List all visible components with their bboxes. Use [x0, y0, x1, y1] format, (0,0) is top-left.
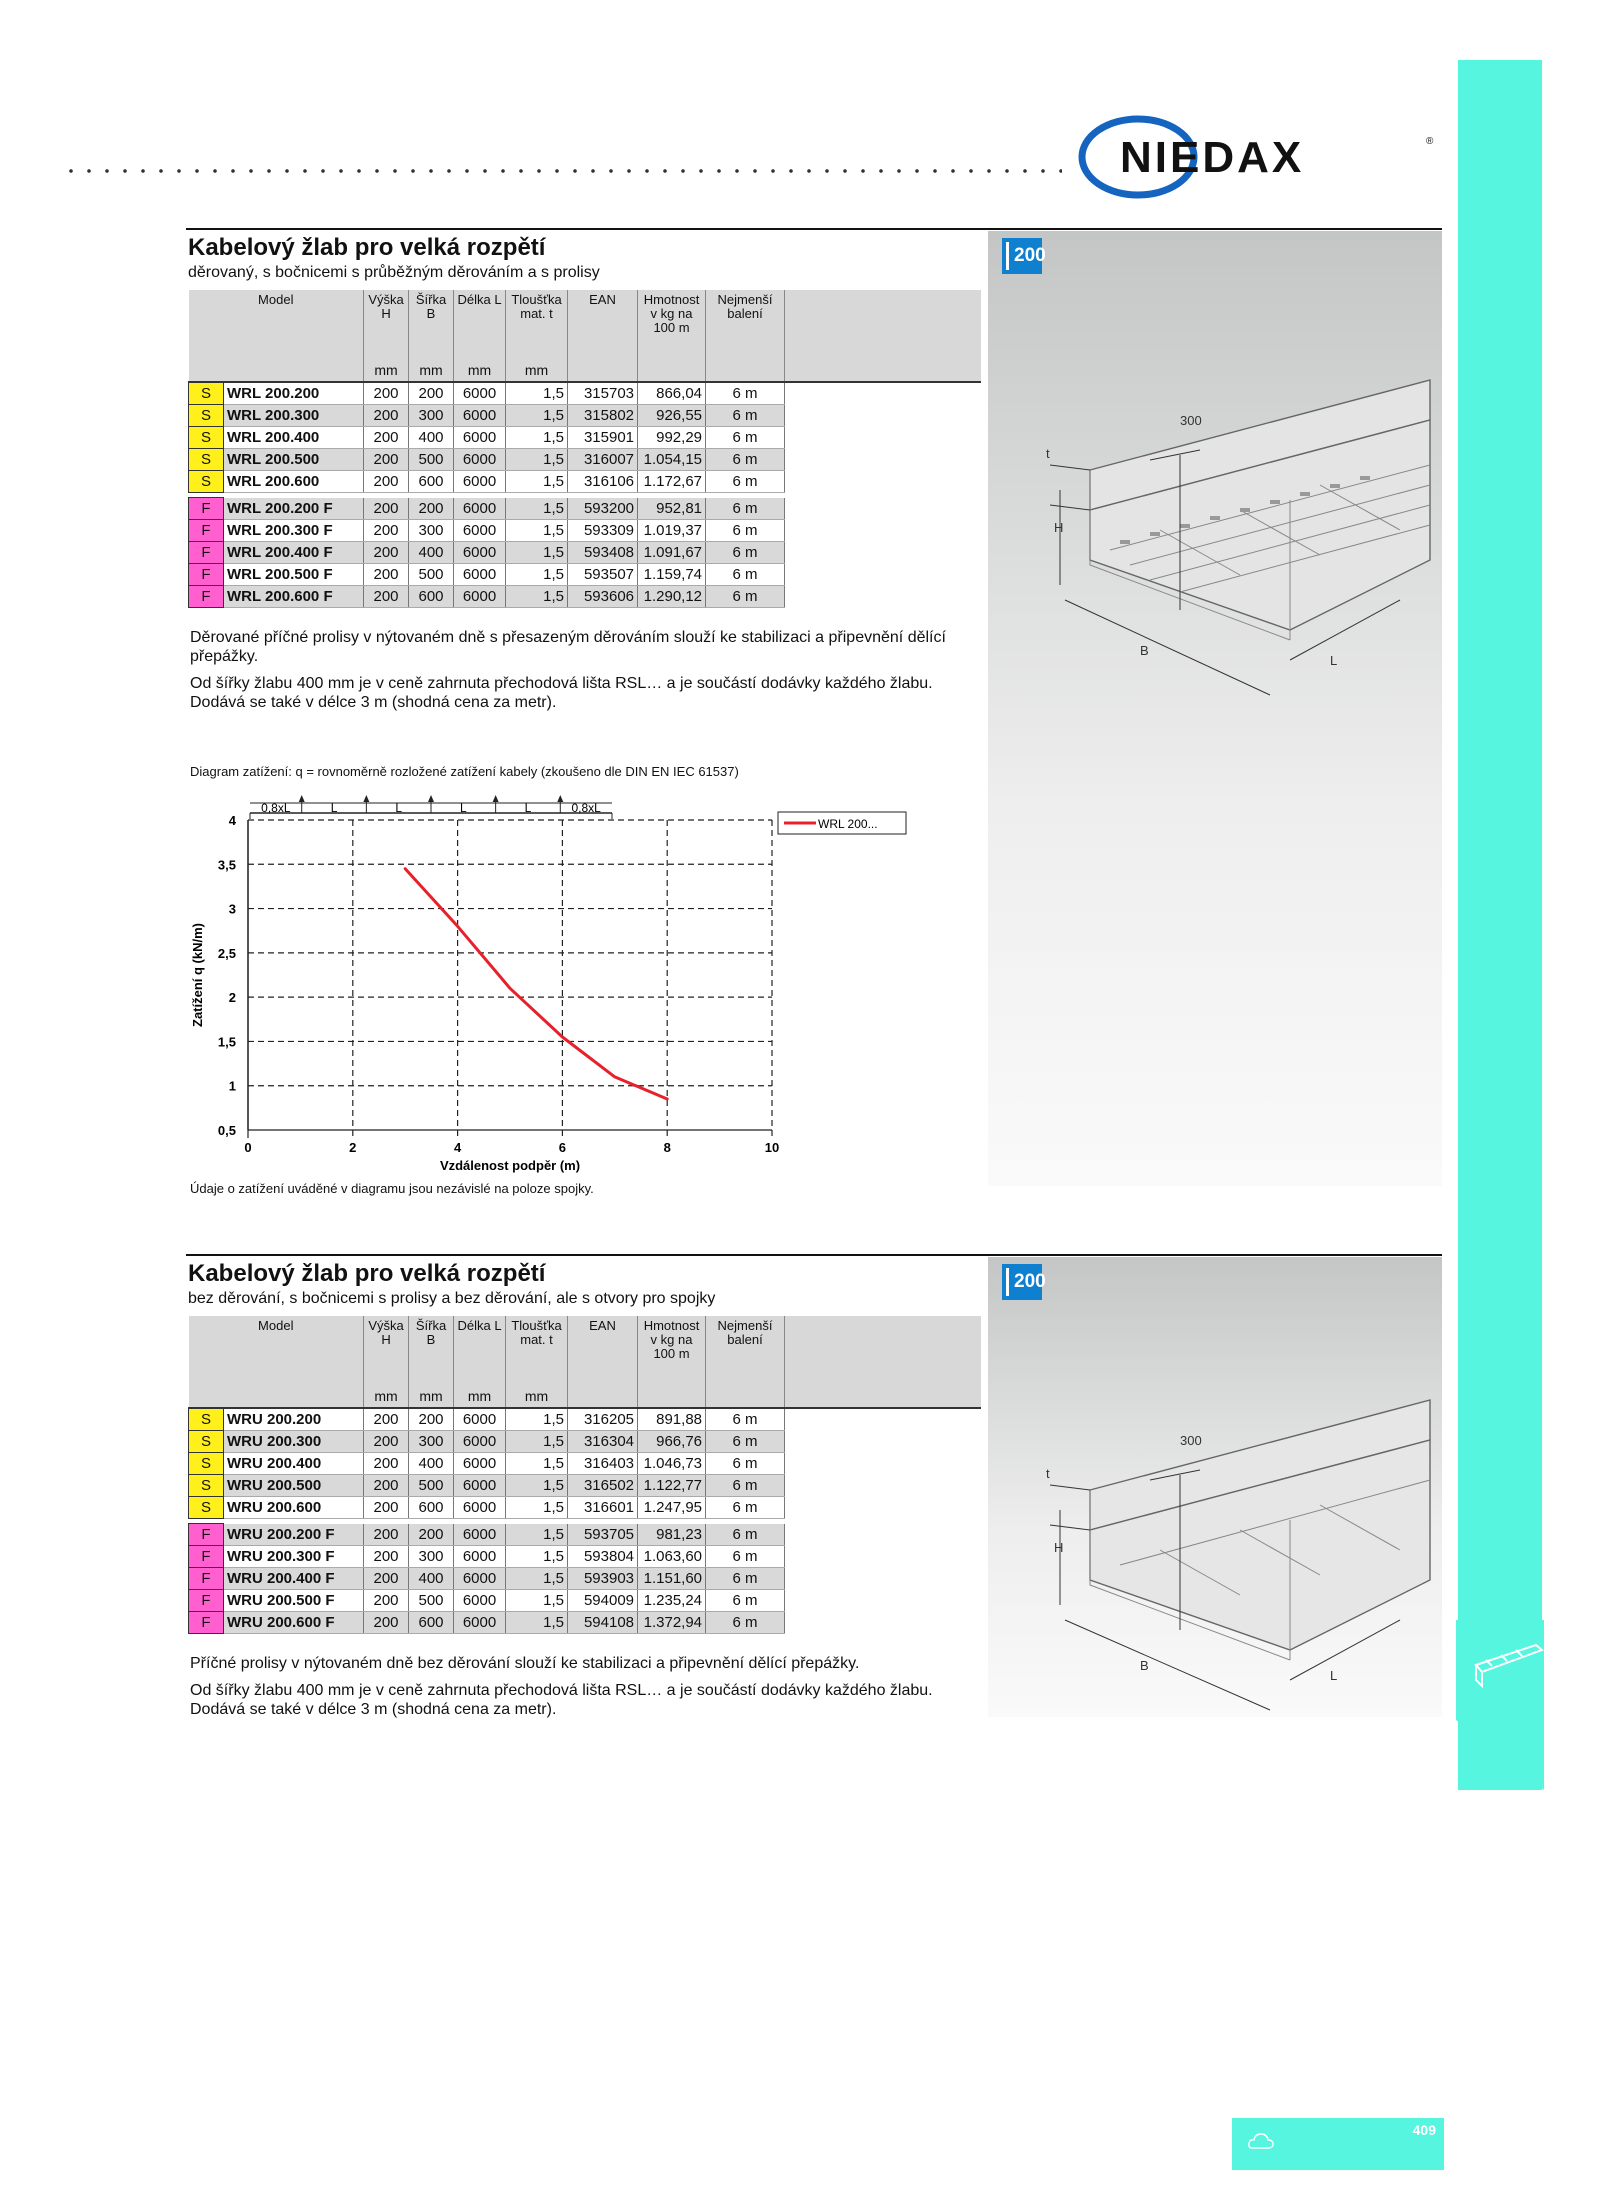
class-badge: F — [189, 1524, 224, 1546]
section1-note: Od šířky žlabu 400 mm je v ceně zahrnuta přechodová lišta RSL… a je součástí dodávky každého žlabu. — [190, 675, 933, 692]
width-cell: 600 — [409, 586, 454, 608]
pack-cell: 6 m — [706, 498, 785, 520]
table-row — [189, 1524, 981, 1546]
width-cell: 500 — [409, 1590, 454, 1612]
model-cell: WRL 200.400 F — [224, 542, 364, 564]
length-cell: 6000 — [454, 427, 506, 449]
logo-text: NIEDAX — [1120, 133, 1305, 182]
diagram-caption: Diagram zatížení: q = rovnoměrně rozložené zatížení kabely (zkoušeno dle DIN EN IEC 61537) — [190, 764, 739, 779]
height-cell: 200 — [364, 471, 409, 493]
width-cell: 500 — [409, 564, 454, 586]
pack-cell: 6 m — [706, 471, 785, 493]
header-thickness: Tloušťka mat. t — [506, 290, 568, 359]
class-badge: S — [189, 382, 224, 405]
table-row — [189, 498, 981, 520]
svg-text:B: B — [1140, 643, 1149, 658]
unit-length: mm — [454, 1385, 506, 1408]
x-tick-label: 4 — [453, 1140, 462, 1155]
pack-cell: 6 m — [706, 1568, 785, 1590]
table-row — [189, 520, 981, 542]
section2-height-badge: 200 — [1002, 1264, 1042, 1300]
length-cell: 6000 — [454, 405, 506, 427]
header-length: Délka L — [454, 290, 506, 359]
header-weight: Hmotnost v kg na 100 m — [638, 1316, 706, 1385]
svg-text:300: 300 — [1180, 413, 1202, 428]
length-cell: 6000 — [454, 449, 506, 471]
length-cell: 6000 — [454, 382, 506, 405]
class-badge: S — [189, 1453, 224, 1475]
ean-cell: 593804 — [568, 1546, 638, 1568]
y-axis-label: Zatížení q (kN/m) — [190, 922, 205, 1028]
section2-note: Od šířky žlabu 400 mm je v ceně zahrnuta přechodová lišta RSL… a je součástí dodávky každého žlabu. — [190, 1682, 933, 1699]
thickness-cell: 1,5 — [506, 1475, 568, 1497]
section2-subtitle: bez děrování, s bočnicemi s prolisy a bez děrování, ale s otvory pro spojky — [188, 1290, 716, 1307]
cloud-outline-icon — [1246, 2128, 1276, 2154]
unit-width: mm — [409, 1385, 454, 1408]
length-cell: 6000 — [454, 471, 506, 493]
table-row — [189, 586, 981, 608]
header-weight: Hmotnost v kg na 100 m — [638, 290, 706, 359]
support-arrow — [363, 795, 369, 802]
weight-cell: 981,23 — [638, 1524, 706, 1546]
pack-cell: 6 m — [706, 1408, 785, 1431]
svg-text:B: B — [1140, 1658, 1149, 1673]
tray-sidebar-icon — [1456, 1620, 1544, 1800]
thickness-cell: 1,5 — [506, 1546, 568, 1568]
thickness-cell: 1,5 — [506, 542, 568, 564]
support-arrow — [299, 795, 305, 802]
height-cell: 200 — [364, 382, 409, 405]
header-model: Model — [189, 290, 364, 359]
span-label: L — [524, 801, 532, 815]
thickness-cell: 1,5 — [506, 1431, 568, 1453]
ean-cell: 593705 — [568, 1524, 638, 1546]
y-tick-label: 1 — [228, 1078, 236, 1094]
table-row — [189, 1612, 981, 1634]
weight-cell: 1.063,60 — [638, 1546, 706, 1568]
table-row — [189, 1568, 981, 1590]
y-tick-label: 3,5 — [217, 857, 236, 873]
table-row — [189, 405, 981, 427]
page-number: 409 — [1412, 2122, 1436, 2138]
weight-cell: 952,81 — [638, 498, 706, 520]
header-length: Délka L — [454, 1316, 506, 1385]
weight-cell: 891,88 — [638, 1408, 706, 1431]
width-cell: 400 — [409, 542, 454, 564]
header-model: Model — [189, 1316, 364, 1385]
height-cell: 200 — [364, 405, 409, 427]
thickness-cell: 1,5 — [506, 1590, 568, 1612]
legend-label: WRL 200... — [818, 817, 878, 831]
height-cell: 200 — [364, 1590, 409, 1612]
support-arrow — [428, 795, 434, 802]
class-badge: F — [189, 498, 224, 520]
pack-cell: 6 m — [706, 1546, 785, 1568]
ean-cell: 593408 — [568, 542, 638, 564]
class-badge: F — [189, 1546, 224, 1568]
thickness-cell: 1,5 — [506, 1612, 568, 1634]
height-cell: 200 — [364, 1546, 409, 1568]
header-height: Výška H — [364, 1316, 409, 1385]
table-row — [189, 1431, 981, 1453]
svg-text:L: L — [1330, 653, 1338, 668]
ean-cell: 593309 — [568, 520, 638, 542]
header-thickness: Tloušťka mat. t — [506, 1316, 568, 1385]
ean-cell: 594009 — [568, 1590, 638, 1612]
class-badge: S — [189, 427, 224, 449]
model-cell: WRU 200.300 F — [224, 1546, 364, 1568]
model-cell: WRU 200.400 F — [224, 1568, 364, 1590]
thickness-cell: 1,5 — [506, 520, 568, 542]
width-cell: 400 — [409, 1453, 454, 1475]
ean-cell: 593606 — [568, 586, 638, 608]
height-cell: 200 — [364, 1408, 409, 1431]
length-cell: 6000 — [454, 1546, 506, 1568]
table-row — [189, 427, 981, 449]
table-row — [189, 1453, 981, 1475]
x-tick-label: 10 — [764, 1140, 780, 1155]
section2-title: Kabelový žlab pro velká rozpětí — [188, 1260, 546, 1287]
weight-cell: 1.122,77 — [638, 1475, 706, 1497]
table-row — [189, 542, 981, 564]
width-cell: 200 — [409, 382, 454, 405]
width-cell: 200 — [409, 498, 454, 520]
section1-top-rule — [186, 228, 1442, 230]
model-cell: WRU 200.500 F — [224, 1590, 364, 1612]
model-cell: WRL 200.300 — [224, 405, 364, 427]
class-badge: S — [189, 405, 224, 427]
x-tick-label: 2 — [349, 1140, 357, 1155]
svg-text:H: H — [1054, 1540, 1064, 1555]
support-arrow — [493, 795, 499, 802]
weight-cell: 866,04 — [638, 382, 706, 405]
width-cell: 500 — [409, 449, 454, 471]
table-row — [189, 1546, 981, 1568]
height-cell: 200 — [364, 520, 409, 542]
class-badge: S — [189, 1431, 224, 1453]
load-diagram — [180, 785, 920, 1180]
model-cell: WRL 200.500 — [224, 449, 364, 471]
width-cell: 500 — [409, 1475, 454, 1497]
pack-cell: 6 m — [706, 1475, 785, 1497]
class-badge: S — [189, 449, 224, 471]
thickness-cell: 1,5 — [506, 1408, 568, 1431]
ean-cell: 316601 — [568, 1497, 638, 1519]
support-arrow — [557, 795, 563, 802]
section1-height-badge: 200 — [1002, 238, 1042, 274]
model-cell: WRL 200.200 — [224, 382, 364, 405]
model-cell: WRL 200.300 F — [224, 520, 364, 542]
class-badge: F — [189, 520, 224, 542]
model-cell: WRL 200.500 F — [224, 564, 364, 586]
length-cell: 6000 — [454, 1524, 506, 1546]
height-cell: 200 — [364, 1453, 409, 1475]
ean-cell: 594108 — [568, 1612, 638, 1634]
pack-cell: 6 m — [706, 405, 785, 427]
height-cell: 200 — [364, 1475, 409, 1497]
pack-cell: 6 m — [706, 586, 785, 608]
weight-cell: 1.151,60 — [638, 1568, 706, 1590]
model-cell: WRU 200.200 — [224, 1408, 364, 1431]
y-tick-label: 1,5 — [217, 1034, 236, 1050]
header-width: Šířka B — [409, 290, 454, 359]
model-cell: WRU 200.600 — [224, 1497, 364, 1519]
table-row — [189, 1590, 981, 1612]
ean-cell: 316205 — [568, 1408, 638, 1431]
thickness-cell: 1,5 — [506, 449, 568, 471]
height-cell: 200 — [364, 586, 409, 608]
model-cell: WRU 200.500 — [224, 1475, 364, 1497]
pack-cell: 6 m — [706, 564, 785, 586]
ean-cell: 316106 — [568, 471, 638, 493]
header-pack: Nejmenší balení — [706, 290, 785, 359]
pack-cell: 6 m — [706, 1612, 785, 1634]
weight-cell: 1.046,73 — [638, 1453, 706, 1475]
class-badge: F — [189, 1612, 224, 1634]
y-tick-label: 3 — [228, 901, 236, 917]
series-line — [405, 869, 667, 1099]
section2-tray-drawing — [1040, 1380, 1440, 1720]
length-cell: 6000 — [454, 520, 506, 542]
ean-cell: 316304 — [568, 1431, 638, 1453]
ean-cell: 593507 — [568, 564, 638, 586]
model-cell: WRL 200.600 — [224, 471, 364, 493]
ean-cell: 316403 — [568, 1453, 638, 1475]
weight-cell: 1.159,74 — [638, 564, 706, 586]
length-cell: 6000 — [454, 564, 506, 586]
height-cell: 200 — [364, 1524, 409, 1546]
header-pack: Nejmenší balení — [706, 1316, 785, 1385]
svg-text:®: ® — [1426, 136, 1434, 147]
niedax-logo — [1078, 112, 1438, 202]
width-cell: 300 — [409, 1431, 454, 1453]
width-cell: 200 — [409, 1408, 454, 1431]
span-label: L — [330, 801, 338, 815]
width-cell: 400 — [409, 427, 454, 449]
model-cell: WRU 200.400 — [224, 1453, 364, 1475]
width-cell: 200 — [409, 1524, 454, 1546]
weight-cell: 1.235,24 — [638, 1590, 706, 1612]
length-cell: 6000 — [454, 1568, 506, 1590]
right-sidebar-tab — [1458, 60, 1542, 1790]
table-row — [189, 382, 981, 405]
pack-cell: 6 m — [706, 1497, 785, 1519]
header-ean: EAN — [568, 290, 638, 359]
section1-title: Kabelový žlab pro velká rozpětí — [188, 234, 546, 261]
height-cell: 200 — [364, 564, 409, 586]
load-note: Údaje o zatížení uváděné v diagramu jsou nezávislé na poloze spojky. — [190, 1181, 594, 1196]
pack-cell: 6 m — [706, 1453, 785, 1475]
length-cell: 6000 — [454, 498, 506, 520]
svg-text:t: t — [1046, 446, 1050, 461]
pack-cell: 6 m — [706, 1431, 785, 1453]
height-cell: 200 — [364, 498, 409, 520]
weight-cell: 966,76 — [638, 1431, 706, 1453]
svg-text:H: H — [1054, 520, 1064, 535]
header-dotted-line — [62, 168, 1062, 174]
width-cell: 300 — [409, 405, 454, 427]
x-tick-label: 0 — [244, 1140, 252, 1155]
weight-cell: 1.372,94 — [638, 1612, 706, 1634]
section1-spec-table — [188, 290, 981, 608]
header-width: Šířka B — [409, 1316, 454, 1385]
pack-cell: 6 m — [706, 520, 785, 542]
thickness-cell: 1,5 — [506, 586, 568, 608]
y-tick-label: 0,5 — [217, 1123, 236, 1138]
x-tick-label: 6 — [558, 1140, 567, 1155]
thickness-cell: 1,5 — [506, 1524, 568, 1546]
class-badge: F — [189, 1590, 224, 1612]
table-row — [189, 449, 981, 471]
header-ean: EAN — [568, 1316, 638, 1385]
height-cell: 200 — [364, 1612, 409, 1634]
unit-width: mm — [409, 359, 454, 382]
section2-note: Dodává se také v délce 3 m (shodná cena za metr). — [190, 1701, 557, 1718]
section1-note: Dodává se také v délce 3 m (shodná cena za metr). — [190, 694, 557, 711]
page-number-tab — [1232, 2118, 1444, 2170]
class-badge: F — [189, 564, 224, 586]
ean-cell: 315802 — [568, 405, 638, 427]
unit-thickness: mm — [506, 359, 568, 382]
header-height: Výška H — [364, 290, 409, 359]
class-badge: F — [189, 586, 224, 608]
section1-tray-drawing — [1040, 360, 1440, 720]
svg-text:L: L — [1330, 1668, 1338, 1683]
model-cell: WRU 200.600 F — [224, 1612, 364, 1634]
weight-cell: 1.172,67 — [638, 471, 706, 493]
section1-subtitle: děrovaný, s bočnicemi s průběžným děrováním a s prolisy — [188, 264, 600, 281]
model-cell: WRU 200.200 F — [224, 1524, 364, 1546]
thickness-cell: 1,5 — [506, 427, 568, 449]
pack-cell: 6 m — [706, 449, 785, 471]
length-cell: 6000 — [454, 1590, 506, 1612]
class-badge: S — [189, 1408, 224, 1431]
thickness-cell: 1,5 — [506, 498, 568, 520]
thickness-cell: 1,5 — [506, 405, 568, 427]
length-cell: 6000 — [454, 1431, 506, 1453]
span-label: L — [395, 801, 403, 815]
pack-cell: 6 m — [706, 1590, 785, 1612]
section1-note: Děrované příčné prolisy v nýtovaném dně s přesazeným děrováním slouží ke stabilizaci a připevnění dělící přepážky. — [190, 629, 946, 665]
height-cell: 200 — [364, 1497, 409, 1519]
length-cell: 6000 — [454, 1408, 506, 1431]
length-cell: 6000 — [454, 1612, 506, 1634]
span-label: L — [459, 801, 467, 815]
height-cell: 200 — [364, 449, 409, 471]
model-cell: WRL 200.400 — [224, 427, 364, 449]
section2-notes — [190, 1654, 990, 1727]
pack-cell: 6 m — [706, 1524, 785, 1546]
section2-note: Příčné prolisy v nýtovaném dně bez děrování slouží ke stabilizaci a připevnění dělící přepážky. — [190, 1655, 860, 1672]
section2-spec-table — [188, 1316, 981, 1634]
width-cell: 600 — [409, 1612, 454, 1634]
table-row — [189, 1497, 981, 1519]
table-row — [189, 1475, 981, 1497]
width-cell: 600 — [409, 1497, 454, 1519]
table-row — [189, 1408, 981, 1431]
weight-cell: 992,29 — [638, 427, 706, 449]
thickness-cell: 1,5 — [506, 1497, 568, 1519]
weight-cell: 1.019,37 — [638, 520, 706, 542]
length-cell: 6000 — [454, 1453, 506, 1475]
y-tick-label: 2,5 — [217, 945, 236, 961]
ean-cell: 316007 — [568, 449, 638, 471]
pack-cell: 6 m — [706, 427, 785, 449]
span-label: 0,8xL — [261, 801, 291, 815]
class-badge: F — [189, 1568, 224, 1590]
pack-cell: 6 m — [706, 542, 785, 564]
height-cell: 200 — [364, 427, 409, 449]
unit-thickness: mm — [506, 1385, 568, 1408]
weight-cell: 1.054,15 — [638, 449, 706, 471]
section2-top-rule — [186, 1254, 1442, 1256]
width-cell: 300 — [409, 1546, 454, 1568]
model-cell: WRU 200.300 — [224, 1431, 364, 1453]
width-cell: 300 — [409, 520, 454, 542]
width-cell: 600 — [409, 471, 454, 493]
height-cell: 200 — [364, 542, 409, 564]
thickness-cell: 1,5 — [506, 1568, 568, 1590]
height-cell: 200 — [364, 1431, 409, 1453]
y-tick-label: 2 — [228, 990, 236, 1006]
model-cell: WRL 200.600 F — [224, 586, 364, 608]
ean-cell: 316502 — [568, 1475, 638, 1497]
weight-cell: 1.290,12 — [638, 586, 706, 608]
thickness-cell: 1,5 — [506, 382, 568, 405]
ean-cell: 593200 — [568, 498, 638, 520]
table-row — [189, 471, 981, 493]
thickness-cell: 1,5 — [506, 564, 568, 586]
weight-cell: 1.247,95 — [638, 1497, 706, 1519]
class-badge: F — [189, 542, 224, 564]
length-cell: 6000 — [454, 1475, 506, 1497]
weight-cell: 926,55 — [638, 405, 706, 427]
span-label: 0,8xL — [571, 801, 601, 815]
table-row — [189, 564, 981, 586]
height-cell: 200 — [364, 1568, 409, 1590]
ean-cell: 315901 — [568, 427, 638, 449]
model-cell: WRL 200.200 F — [224, 498, 364, 520]
ean-cell: 315703 — [568, 382, 638, 405]
svg-text:t: t — [1046, 1466, 1050, 1481]
y-tick-label: 4 — [228, 813, 236, 828]
pack-cell: 6 m — [706, 382, 785, 405]
x-axis-label: Vzdálenost podpěr (m) — [439, 1158, 581, 1173]
unit-height: mm — [364, 1385, 409, 1408]
class-badge: S — [189, 1475, 224, 1497]
width-cell: 400 — [409, 1568, 454, 1590]
thickness-cell: 1,5 — [506, 471, 568, 493]
class-badge: S — [189, 471, 224, 493]
weight-cell: 1.091,67 — [638, 542, 706, 564]
length-cell: 6000 — [454, 586, 506, 608]
length-cell: 6000 — [454, 542, 506, 564]
section1-notes — [190, 628, 990, 720]
ean-cell: 593903 — [568, 1568, 638, 1590]
length-cell: 6000 — [454, 1497, 506, 1519]
x-tick-label: 8 — [663, 1140, 671, 1155]
unit-length: mm — [454, 359, 506, 382]
svg-text:300: 300 — [1180, 1433, 1202, 1448]
thickness-cell: 1,5 — [506, 1453, 568, 1475]
class-badge: S — [189, 1497, 224, 1519]
unit-height: mm — [364, 359, 409, 382]
